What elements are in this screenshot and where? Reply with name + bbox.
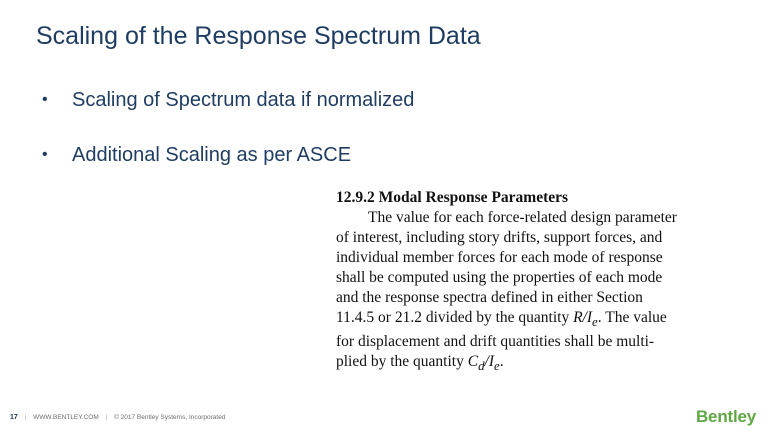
footer-copyright: © 2017 Bentley Systems, Incorporated xyxy=(114,414,226,421)
excerpt-line xyxy=(336,308,716,332)
excerpt-line xyxy=(336,352,716,376)
bullet-text: Additional Scaling as per ASCE xyxy=(72,144,352,166)
bullet-item xyxy=(42,86,642,114)
math-subscript: e xyxy=(494,358,500,374)
bullet-marker: • xyxy=(42,146,48,163)
excerpt-text: . xyxy=(499,353,504,371)
excerpt-line: for displacement and drift quantities shall be multi- xyxy=(336,333,655,351)
math-subscript: d xyxy=(478,358,485,374)
excerpt-line: individual member forces for each mode of response xyxy=(336,249,663,266)
excerpt-text: plied by the quantity xyxy=(336,353,468,371)
page-number: 17 xyxy=(10,414,18,421)
footer-separator: | xyxy=(24,414,27,421)
excerpt-line: The value for each force-related design parameter xyxy=(368,209,677,226)
excerpt-line: and the response spectra defined in either Section xyxy=(336,289,643,306)
math-over-i: /I xyxy=(484,353,494,371)
footer xyxy=(10,414,225,421)
bullet-marker: • xyxy=(42,91,48,108)
bullet-item xyxy=(42,141,642,169)
excerpt-heading: 12.9.2 Modal Response Parameters xyxy=(336,189,569,206)
excerpt-line: of interest, including story drifts, support forces, and xyxy=(336,229,663,246)
code-excerpt xyxy=(336,188,716,376)
math-subscript: e xyxy=(592,314,598,330)
footer-website: WWW.BENTLEY.COM xyxy=(33,414,99,421)
excerpt-line: shall be computed using the properties of each mode xyxy=(336,269,663,286)
math-r-over-i: R/I xyxy=(573,309,593,326)
bullet-list xyxy=(42,86,642,196)
slide-title: Scaling of the Response Spectrum Data xyxy=(36,22,481,50)
bentley-logo: Bentley xyxy=(695,407,756,426)
excerpt-text: 11.4.5 or 21.2 divided by the quantity xyxy=(336,309,574,326)
footer-separator: | xyxy=(105,414,108,421)
math-c: C xyxy=(467,353,479,371)
bullet-text: Scaling of Spectrum data if normalized xyxy=(72,89,415,111)
excerpt-text: . The value xyxy=(597,309,667,326)
